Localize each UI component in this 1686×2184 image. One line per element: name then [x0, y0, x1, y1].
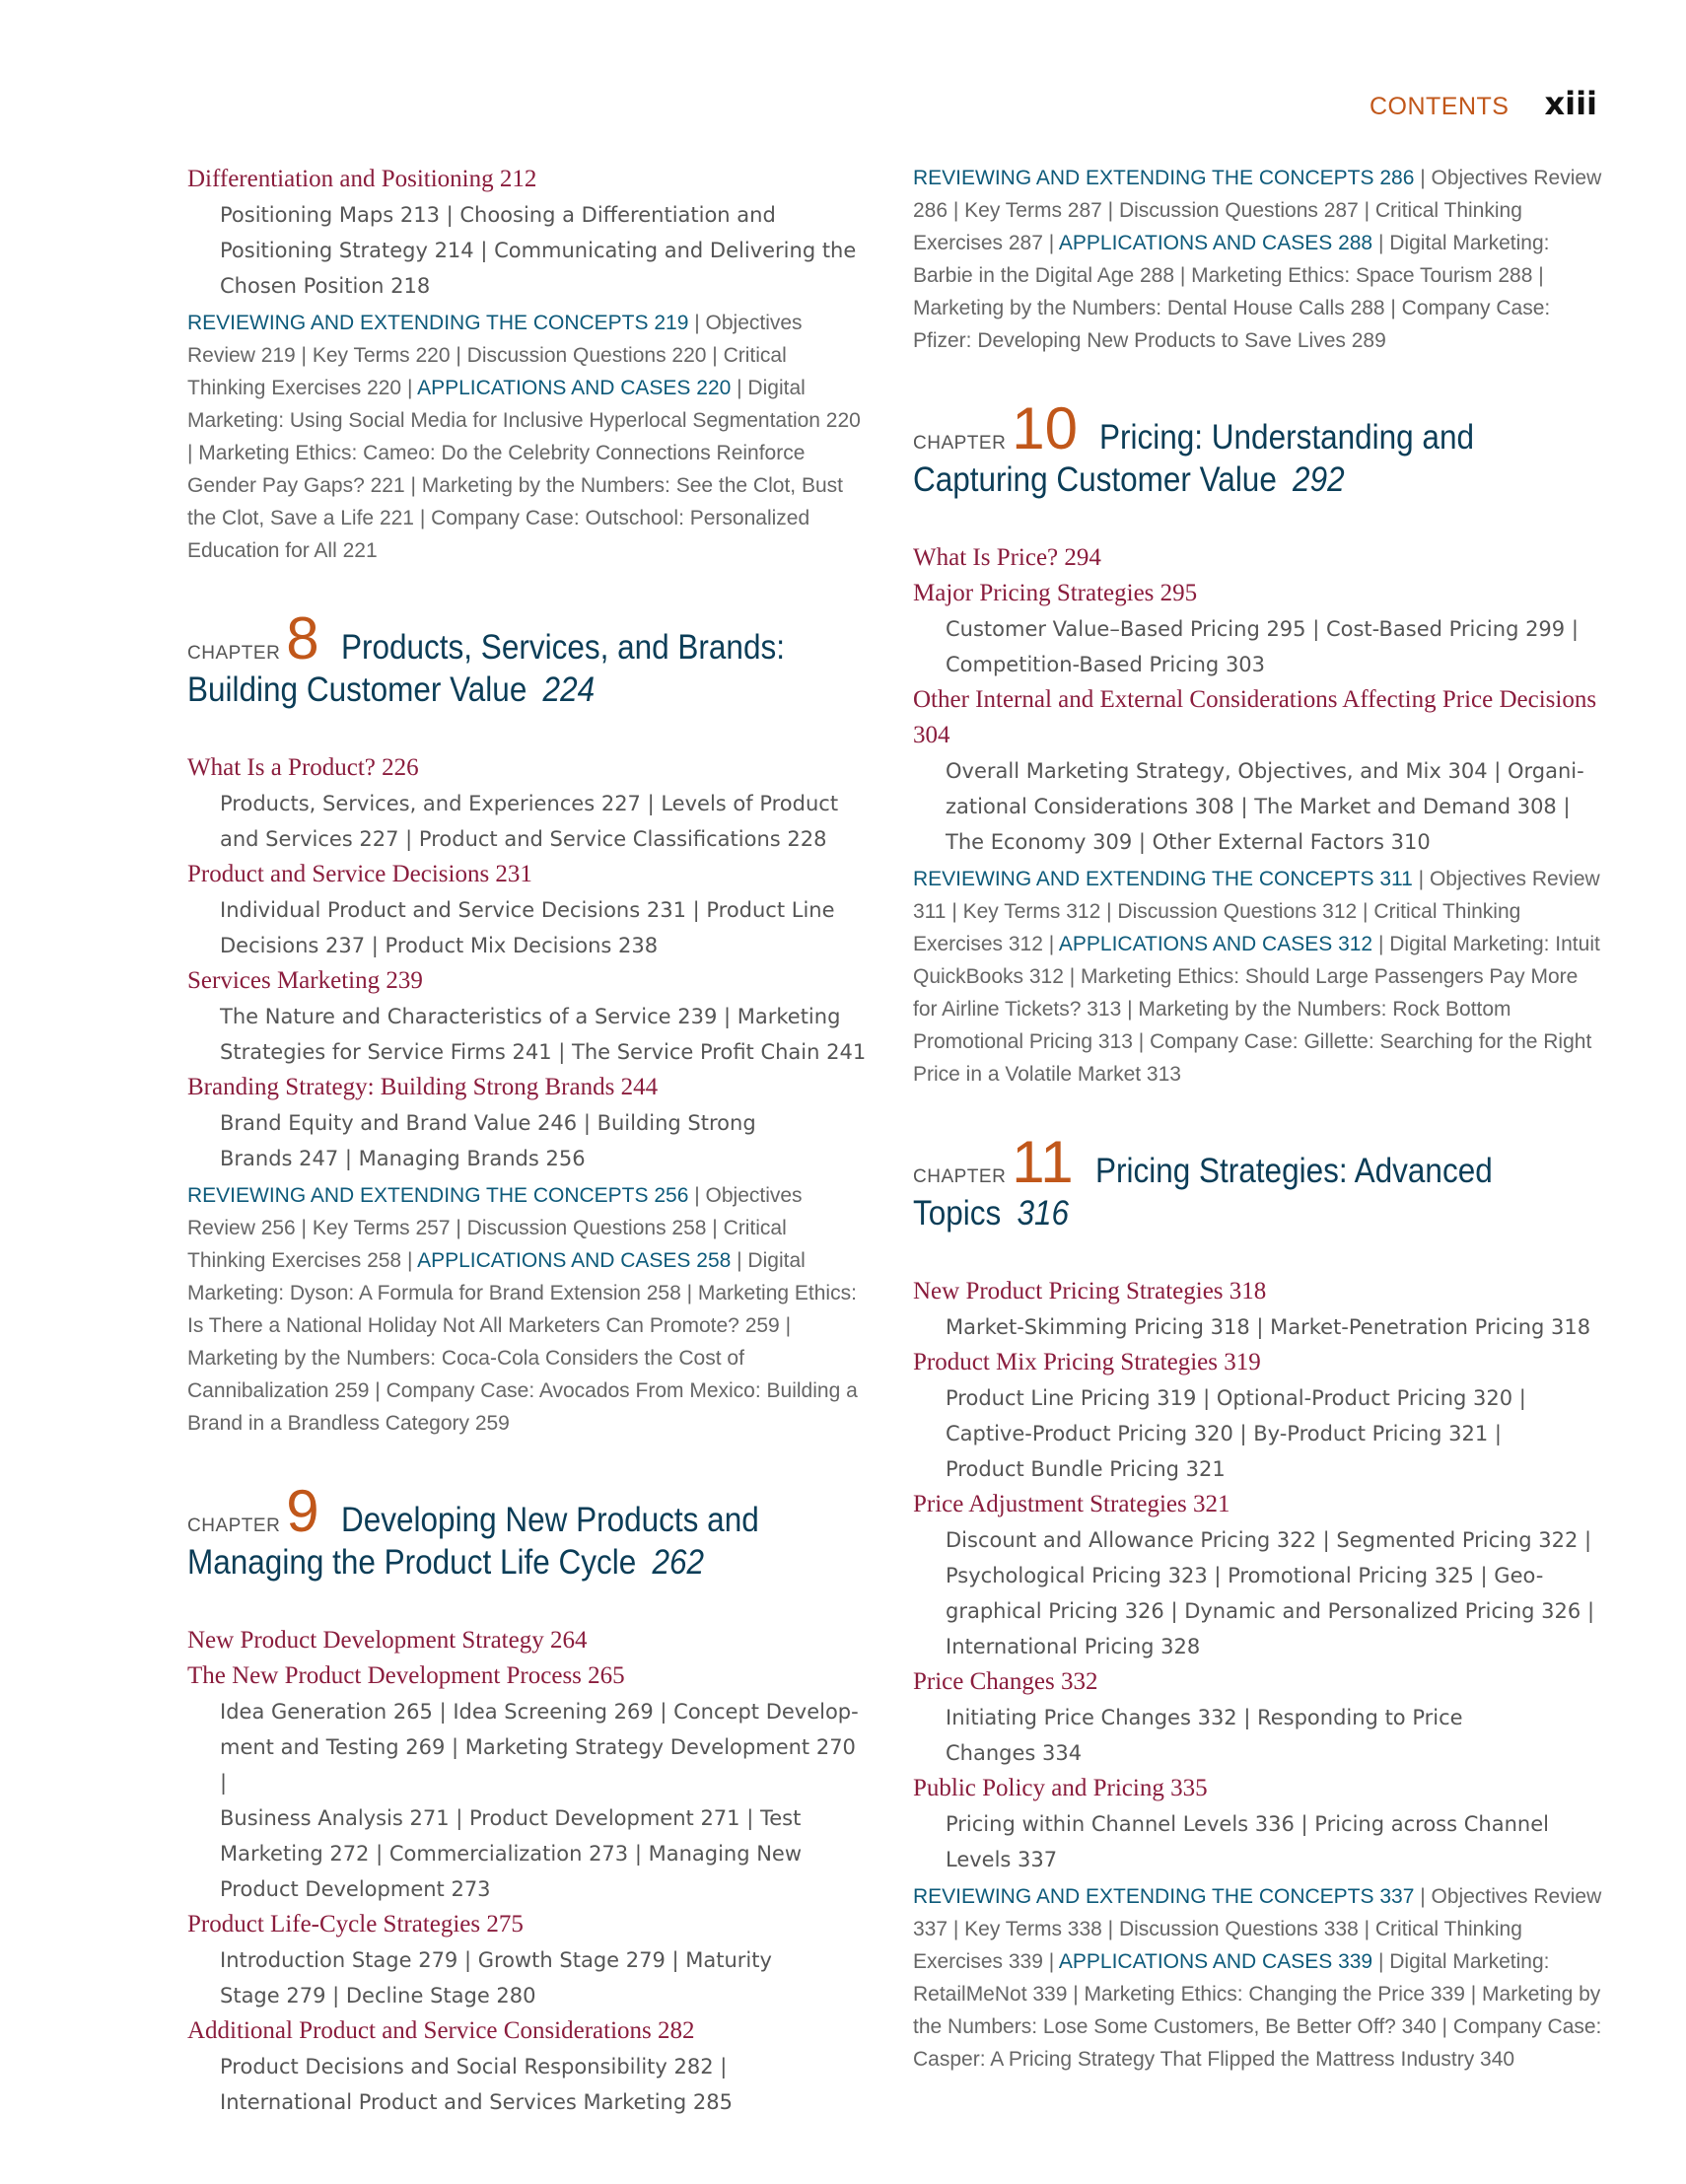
toc-subtopic-line: International Product and Services Marketing 285: [220, 2090, 733, 2114]
toc-subtopic-line: Business Analysis 271 | Product Development 271 | Test: [220, 1806, 802, 1830]
toc-section-title[interactable]: Other Internal and External Considerations Affecting Price Decisions 304: [913, 686, 1597, 748]
toc-subtopic-line: The Nature and Characteristics of a Service 239 | Marketing: [220, 1005, 841, 1028]
review-paragraph: [913, 162, 1603, 357]
toc-section-title[interactable]: Additional Product and Service Considerations 282: [187, 2017, 695, 2044]
review-text: | Digital Marketing: Intuit QuickBooks 312 | Marketing Ethics: Should Large Passengers Pay More for Airline Tickets? 313 | Marketing by the Numbers: Rock Bottom Promotional Pricing 313 | Company Case: Gillette: Searching for the Right Price in a Volatile Market 313: [913, 933, 1600, 1086]
running-header: [1370, 85, 1597, 122]
review-text: | Digital Marketing: Dyson: A Formula for Brand Extension 258 | Marketing Ethics: Is There a National Holiday Not All Marketers Can Promote? 259 | Marketing by the Numbers: Coca-Cola Considers the Cost of Cannibalization 259 | Company Case: Avocados From Mexico: Building a Brand in a Brandless Category 259: [187, 1249, 858, 1435]
toc-subtopic-line: Products, Services, and Experiences 227 | Levels of Product: [220, 792, 839, 815]
review-heading: REVIEWING AND EXTENDING THE CONCEPTS 256: [187, 1184, 689, 1207]
chapter-page: 224: [542, 670, 596, 709]
toc-subtopic-line: Positioning Maps 213 | Choosing a Differentiation and: [220, 203, 776, 227]
toc-subtopic-line: Stage 279 | Decline Stage 280: [220, 1984, 536, 2008]
review-paragraph: [913, 1880, 1603, 2076]
review-heading: REVIEWING AND EXTENDING THE CONCEPTS 337: [913, 1885, 1415, 1908]
toc-subtopic-line: International Pricing 328: [946, 1635, 1201, 1658]
toc-subtopic-line: Marketing 272 | Commercialization 273 | Managing New: [220, 1842, 803, 1866]
toc-subtopic-line: Brand Equity and Brand Value 246 | Building Strong: [220, 1111, 756, 1135]
toc-section-title[interactable]: Services Marketing 239: [187, 967, 423, 994]
toc-section-title[interactable]: Public Policy and Pricing 335: [913, 1775, 1208, 1801]
chapter-title-line2[interactable]: Managing the Product Life Cycle: [187, 1543, 637, 1582]
toc-subtopic-line: Initiating Price Changes 332 | Responding to Price: [946, 1706, 1463, 1729]
toc-subtopic-line: Market-Skimming Pricing 318 | Market-Penetration Pricing 318: [946, 1315, 1591, 1339]
toc-subtopic-line: Chosen Position 218: [220, 274, 431, 298]
toc-section-title[interactable]: New Product Development Strategy 264: [187, 1627, 588, 1654]
review-text: | Digital Marketing: Barbie in the Digital Age 288 | Marketing Ethics: Space Tourism 288 | Marketing by the Numbers: Dental House Calls 288 | Company Case: Pfizer: Developing New Products to Save Lives 289: [913, 232, 1551, 352]
review-paragraph: [913, 863, 1603, 1091]
chapter-title-line1[interactable]: Pricing: Understanding and: [1099, 418, 1475, 457]
toc-subtopic-line: Brands 247 | Managing Brands 256: [220, 1147, 586, 1170]
chapter-number: 10: [1012, 395, 1079, 461]
chapter-label: CHAPTER: [187, 1515, 281, 1536]
chapter-label: CHAPTER: [187, 643, 281, 664]
applications-heading: APPLICATIONS AND CASES 339: [1058, 1950, 1373, 1973]
toc-subtopic-line: Levels 337: [946, 1848, 1058, 1871]
applications-heading: APPLICATIONS AND CASES 220: [417, 377, 732, 399]
toc-section-title[interactable]: Branding Strategy: Building Strong Brands 244: [187, 1074, 659, 1100]
toc-subtopic-line: Psychological Pricing 323 | Promotional Pricing 325 | Geo-: [946, 1564, 1544, 1587]
review-paragraph: [187, 1179, 868, 1440]
toc-section-title[interactable]: What Is Price? 294: [913, 544, 1101, 571]
chapter-11-heading: [913, 1129, 1603, 1236]
toc-subtopic-line: ment and Testing 269 | Marketing Strategy Development 270 |: [220, 1735, 856, 1795]
toc-subtopic-line: Product Development 273: [220, 1877, 491, 1901]
chapter-9-heading: [187, 1478, 868, 1585]
toc-subtopic-line: Decisions 237 | Product Mix Decisions 238: [220, 934, 659, 957]
chapter-page: 292: [1293, 460, 1345, 499]
toc-subtopic-line: Individual Product and Service Decisions 231 | Product Line: [220, 898, 835, 922]
toc-subtopic-line: Product Decisions and Social Responsibility 282 |: [220, 2055, 728, 2078]
left-column: [187, 162, 868, 2120]
review-text: | Objectives Review 311 | Key Terms 312 | Discussion Questions 312 | Critical Thinking Exercises 312 |: [913, 868, 1600, 955]
toc-subtopic-line: Introduction Stage 279 | Growth Stage 279 | Maturity: [220, 1948, 772, 1972]
toc-subtopic-line: Idea Generation 265 | Idea Screening 269 | Concept Develop-: [220, 1700, 859, 1724]
chapter-title-line2[interactable]: Building Customer Value: [187, 670, 527, 709]
review-heading: REVIEWING AND EXTENDING THE CONCEPTS 311: [913, 868, 1413, 890]
toc-subtopic-line: The Economy 309 | Other External Factors 310: [946, 830, 1431, 854]
applications-heading: APPLICATIONS AND CASES 288: [1058, 232, 1373, 254]
review-text: | Objectives Review 337 | Key Terms 338 | Discussion Questions 338 | Critical Thinking Exercises 339 |: [913, 1885, 1602, 1973]
toc-subtopic-line: Pricing within Channel Levels 336 | Pricing across Channel: [946, 1812, 1549, 1836]
toc-subtopic-line: zational Considerations 308 | The Market and Demand 308 |: [946, 795, 1571, 818]
toc-section-title[interactable]: Product Life-Cycle Strategies 275: [187, 1911, 524, 1937]
toc-subtopic-line: Captive-Product Pricing 320 | By-Product Pricing 321 |: [946, 1422, 1502, 1445]
chapter-10-heading: [913, 395, 1603, 503]
toc-section-title[interactable]: Product Mix Pricing Strategies 319: [913, 1349, 1261, 1375]
chapter-title-line2[interactable]: Capturing Customer Value: [913, 460, 1277, 499]
toc-subtopic-line: Discount and Allowance Pricing 322 | Segmented Pricing 322 |: [946, 1528, 1592, 1552]
chapter-label: CHAPTER: [913, 1166, 1007, 1187]
chapter-title-line2[interactable]: Topics: [913, 1194, 1002, 1233]
chapter-page: 262: [652, 1543, 705, 1582]
applications-heading: APPLICATIONS AND CASES 312: [1058, 933, 1373, 955]
header-label: CONTENTS: [1369, 93, 1510, 120]
toc-subtopic-line: Strategies for Service Firms 241 | The Service Profit Chain 241: [220, 1040, 867, 1064]
chapter-number: 9: [286, 1478, 319, 1544]
chapter-8-heading: [187, 605, 868, 713]
toc-subtopic-line: Product Bundle Pricing 321: [946, 1457, 1226, 1481]
toc-subtopic-line: Product Line Pricing 319 | Optional-Product Pricing 320 |: [946, 1386, 1526, 1410]
toc-subtopic-line: Changes 334: [946, 1741, 1083, 1765]
toc-section-title[interactable]: Price Adjustment Strategies 321: [913, 1491, 1230, 1517]
review-text: | Objectives Review 256 | Key Terms 257 | Discussion Questions 258 | Critical Thinking Exercises 258 |: [187, 1184, 803, 1272]
review-heading: REVIEWING AND EXTENDING THE CONCEPTS 286: [913, 167, 1415, 189]
toc-block-positioning: [187, 162, 868, 567]
chapter-page: 316: [1017, 1194, 1070, 1233]
right-column: [913, 162, 1603, 2076]
toc-section-title[interactable]: What Is a Product? 226: [187, 754, 419, 781]
toc-section-title[interactable]: New Product Pricing Strategies 318: [913, 1278, 1267, 1304]
review-text: | Digital Marketing: RetailMeNot 339 | Marketing Ethics: Changing the Price 339 | Marketing by the Numbers: Lose Some Customers, Be Better Off? 340 | Company Case: Casper: A Pricing Strategy That Flipped the Mattress Industry 340: [913, 1950, 1602, 2071]
applications-heading: APPLICATIONS AND CASES 258: [417, 1249, 732, 1272]
toc-section-title[interactable]: The New Product Development Process 265: [187, 1662, 625, 1689]
chapter-label: CHAPTER: [913, 433, 1007, 454]
chapter-title-line1[interactable]: Pricing Strategies: Advanced: [1094, 1152, 1493, 1190]
toc-section-title[interactable]: Product and Service Decisions 231: [187, 861, 532, 887]
review-text: | Objectives Review 286 | Key Terms 287 | Discussion Questions 287 | Critical Thinking Exercises 287 |: [913, 167, 1602, 254]
toc-subtopic-line: Overall Marketing Strategy, Objectives, and Mix 304 | Organi-: [946, 759, 1584, 783]
review-text: | Digital Marketing: Using Social Media for Inclusive Hyperlocal Segmentation 220 | Marketing Ethics: Cameo: Do the Celebrity Connections Reinforce Gender Pay Gaps? 221 | Marketing by the Numbers: See the Clot, Bust the Clot, Save a Life 221 | Company Case: Outschool: Personalized Education for All 221: [187, 377, 861, 562]
toc-section-title[interactable]: Differentiation and Positioning 212: [187, 166, 537, 192]
toc-section-title[interactable]: Major Pricing Strategies 295: [913, 580, 1198, 606]
toc-section-title[interactable]: Price Changes 332: [913, 1668, 1098, 1695]
toc-subtopic-line: graphical Pricing 326 | Dynamic and Personalized Pricing 326 |: [946, 1599, 1595, 1623]
toc-subtopic-line: Customer Value–Based Pricing 295 | Cost-Based Pricing 299 |: [946, 617, 1579, 641]
review-text: | Objectives Review 219 | Key Terms 220 | Discussion Questions 220 | Critical Thinking Exercises 220 |: [187, 312, 803, 399]
chapter-number: 11: [1012, 1129, 1074, 1195]
chapter-number: 8: [286, 605, 319, 671]
review-paragraph: [187, 307, 868, 567]
toc-subtopic-line: Positioning Strategy 214 | Communicating and Delivering the: [220, 239, 857, 262]
review-heading: REVIEWING AND EXTENDING THE CONCEPTS 219: [187, 312, 689, 334]
toc-subtopic-line: Competition-Based Pricing 303: [946, 653, 1266, 676]
page-number: xiii: [1544, 85, 1597, 122]
chapter-title-line1[interactable]: Products, Services, and Brands:: [340, 628, 785, 667]
chapter-title-line1[interactable]: Developing New Products and: [340, 1501, 759, 1539]
toc-subtopic-line: and Services 227 | Product and Service Classifications 228: [220, 827, 827, 851]
